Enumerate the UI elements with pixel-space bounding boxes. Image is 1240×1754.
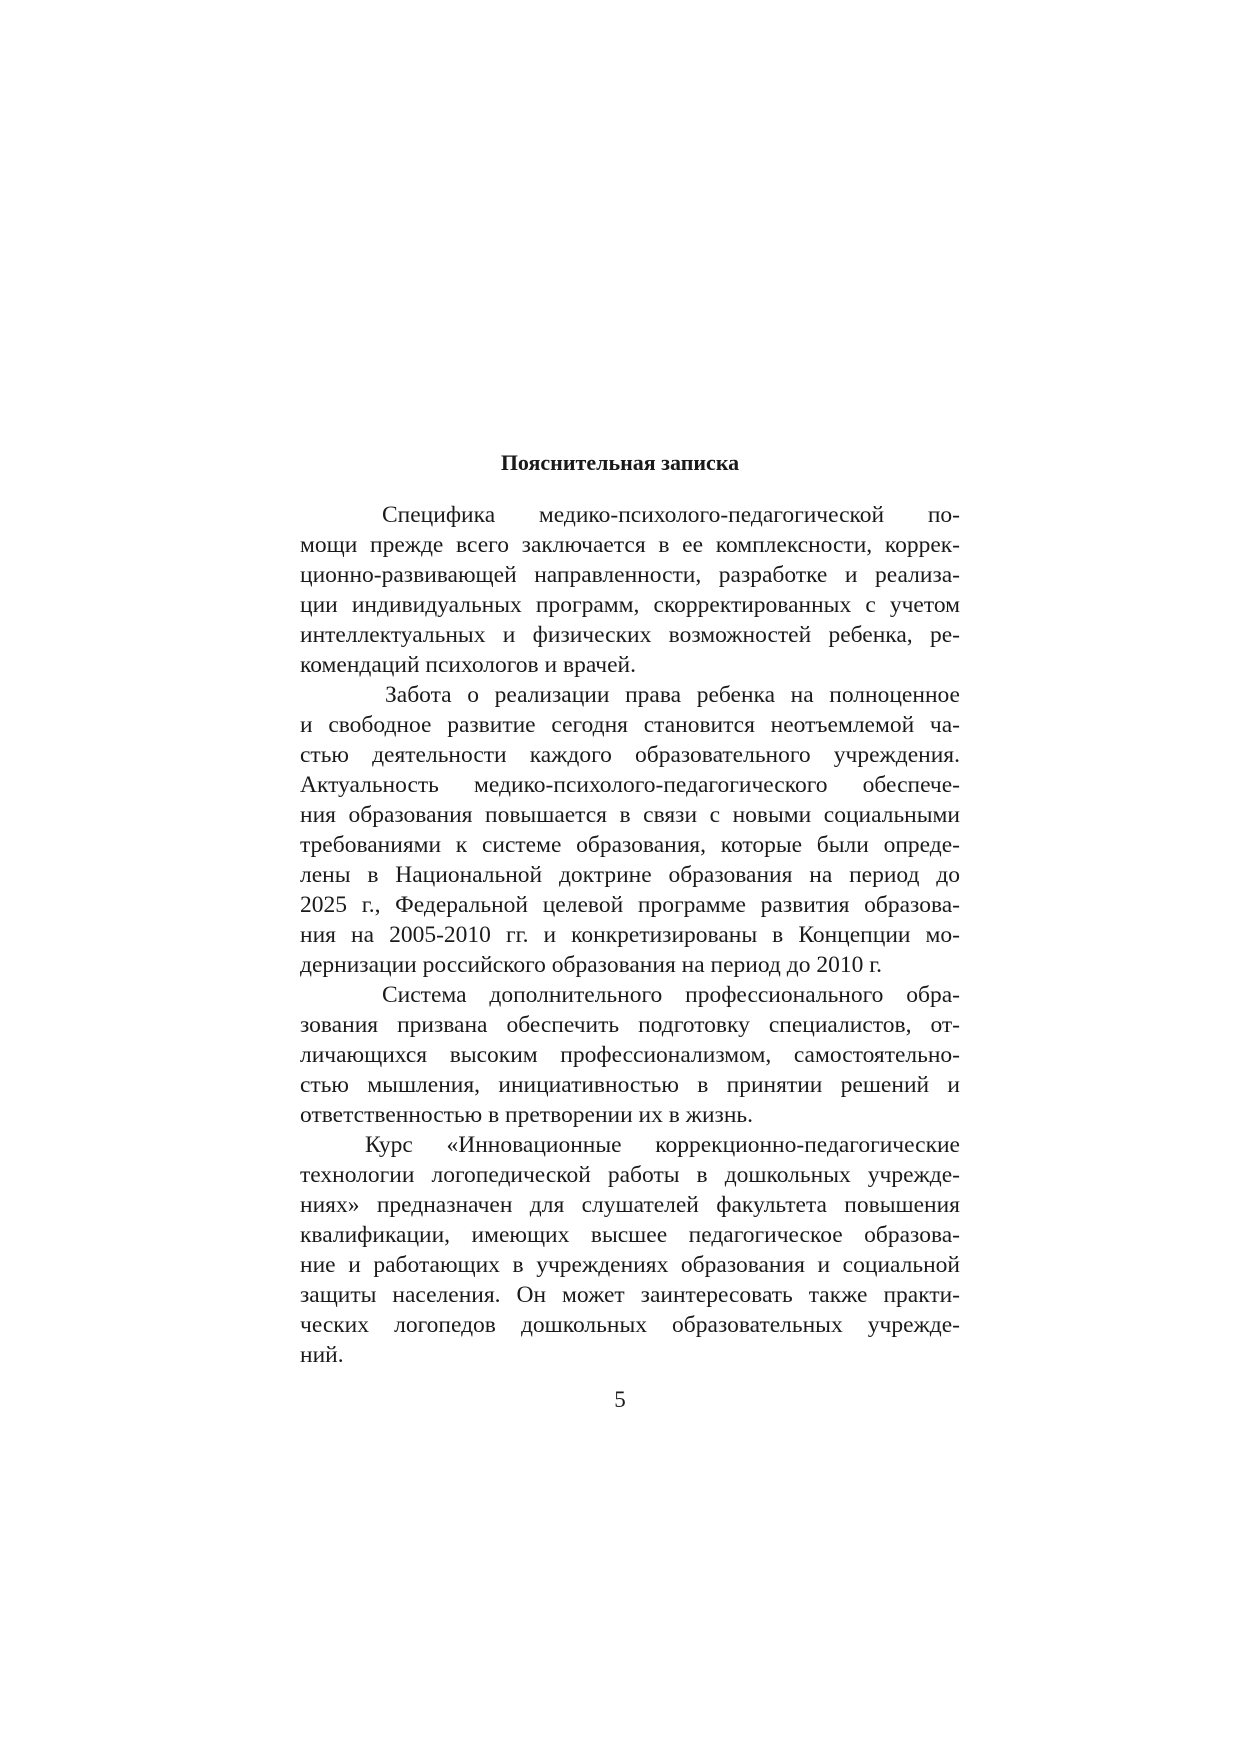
text-line: лены в Национальной доктрине образования на период до bbox=[300, 862, 960, 888]
page-number: 5 bbox=[614, 1387, 626, 1412]
text-line: дернизации российского образования на период до 2010 г. bbox=[300, 952, 883, 978]
text-line: и свободное развитие сегодня становится неотъемлемой ча- bbox=[300, 712, 960, 738]
text-line: ционно-развивающей направленности, разработке и реализа- bbox=[300, 562, 960, 588]
text-line: зования призвана обеспечить подготовку специалистов, от- bbox=[300, 1012, 960, 1038]
paragraph-2 bbox=[300, 680, 960, 980]
page-title: Пояснительная записка bbox=[500, 450, 740, 475]
text-line: мощи прежде всего заключается в ее комплексности, коррек- bbox=[300, 532, 960, 558]
text-line: Система дополнительного профессионального обра- bbox=[382, 982, 960, 1008]
text-line: Забота о реализации права ребенка на полноценное bbox=[385, 682, 960, 708]
text-line: Актуальность медико-психолого-педагогического обеспече- bbox=[300, 772, 960, 798]
paragraph-1 bbox=[300, 500, 960, 680]
text-line: ции индивидуальных программ, скорректированных с учетом bbox=[300, 592, 960, 618]
text-line: ния на 2005-2010 гг. и конкретизированы в Концепции мо- bbox=[300, 922, 960, 948]
text-line: стью мышления, инициативностью в принятии решений и bbox=[300, 1072, 960, 1098]
text-line: интеллектуальных и физических возможностей ребенка, ре- bbox=[300, 622, 960, 648]
body-text bbox=[300, 500, 960, 1370]
text-line: Курс «Инновационные коррекционно-педагогические bbox=[365, 1132, 960, 1158]
text-line: ческих логопедов дошкольных образовательных учрежде- bbox=[300, 1312, 960, 1338]
text-line: личающихся высоким профессионализмом, самостоятельно- bbox=[300, 1042, 960, 1068]
text-line: комендаций психологов и врачей. bbox=[300, 652, 637, 678]
text-line: 2025 г., Федеральной целевой программе развития образова- bbox=[300, 892, 960, 918]
text-line: ния образования повышается в связи с новыми социальными bbox=[300, 802, 960, 828]
text-line: квалификации, имеющих высшее педагогическое образова- bbox=[300, 1222, 960, 1248]
text-line: требованиями к системе образования, которые были опреде- bbox=[300, 832, 960, 858]
paragraph-4 bbox=[300, 1130, 960, 1370]
text-line: технологии логопедической работы в дошкольных учрежде- bbox=[300, 1162, 960, 1188]
text-line: ниях» предназначен для слушателей факультета повышения bbox=[300, 1192, 960, 1218]
text-line: ответственностью в претворении их в жизнь. bbox=[300, 1102, 753, 1128]
text-line: стью деятельности каждого образовательного учреждения. bbox=[300, 742, 960, 768]
paragraph-3 bbox=[300, 980, 960, 1130]
text-line: защиты населения. Он может заинтересовать также практи- bbox=[300, 1282, 960, 1308]
text-line: ний. bbox=[300, 1342, 344, 1368]
text-line: Специфика медико-психолого-педагогической по- bbox=[382, 502, 960, 528]
text-line: ние и работающих в учреждениях образования и социальной bbox=[300, 1252, 960, 1278]
